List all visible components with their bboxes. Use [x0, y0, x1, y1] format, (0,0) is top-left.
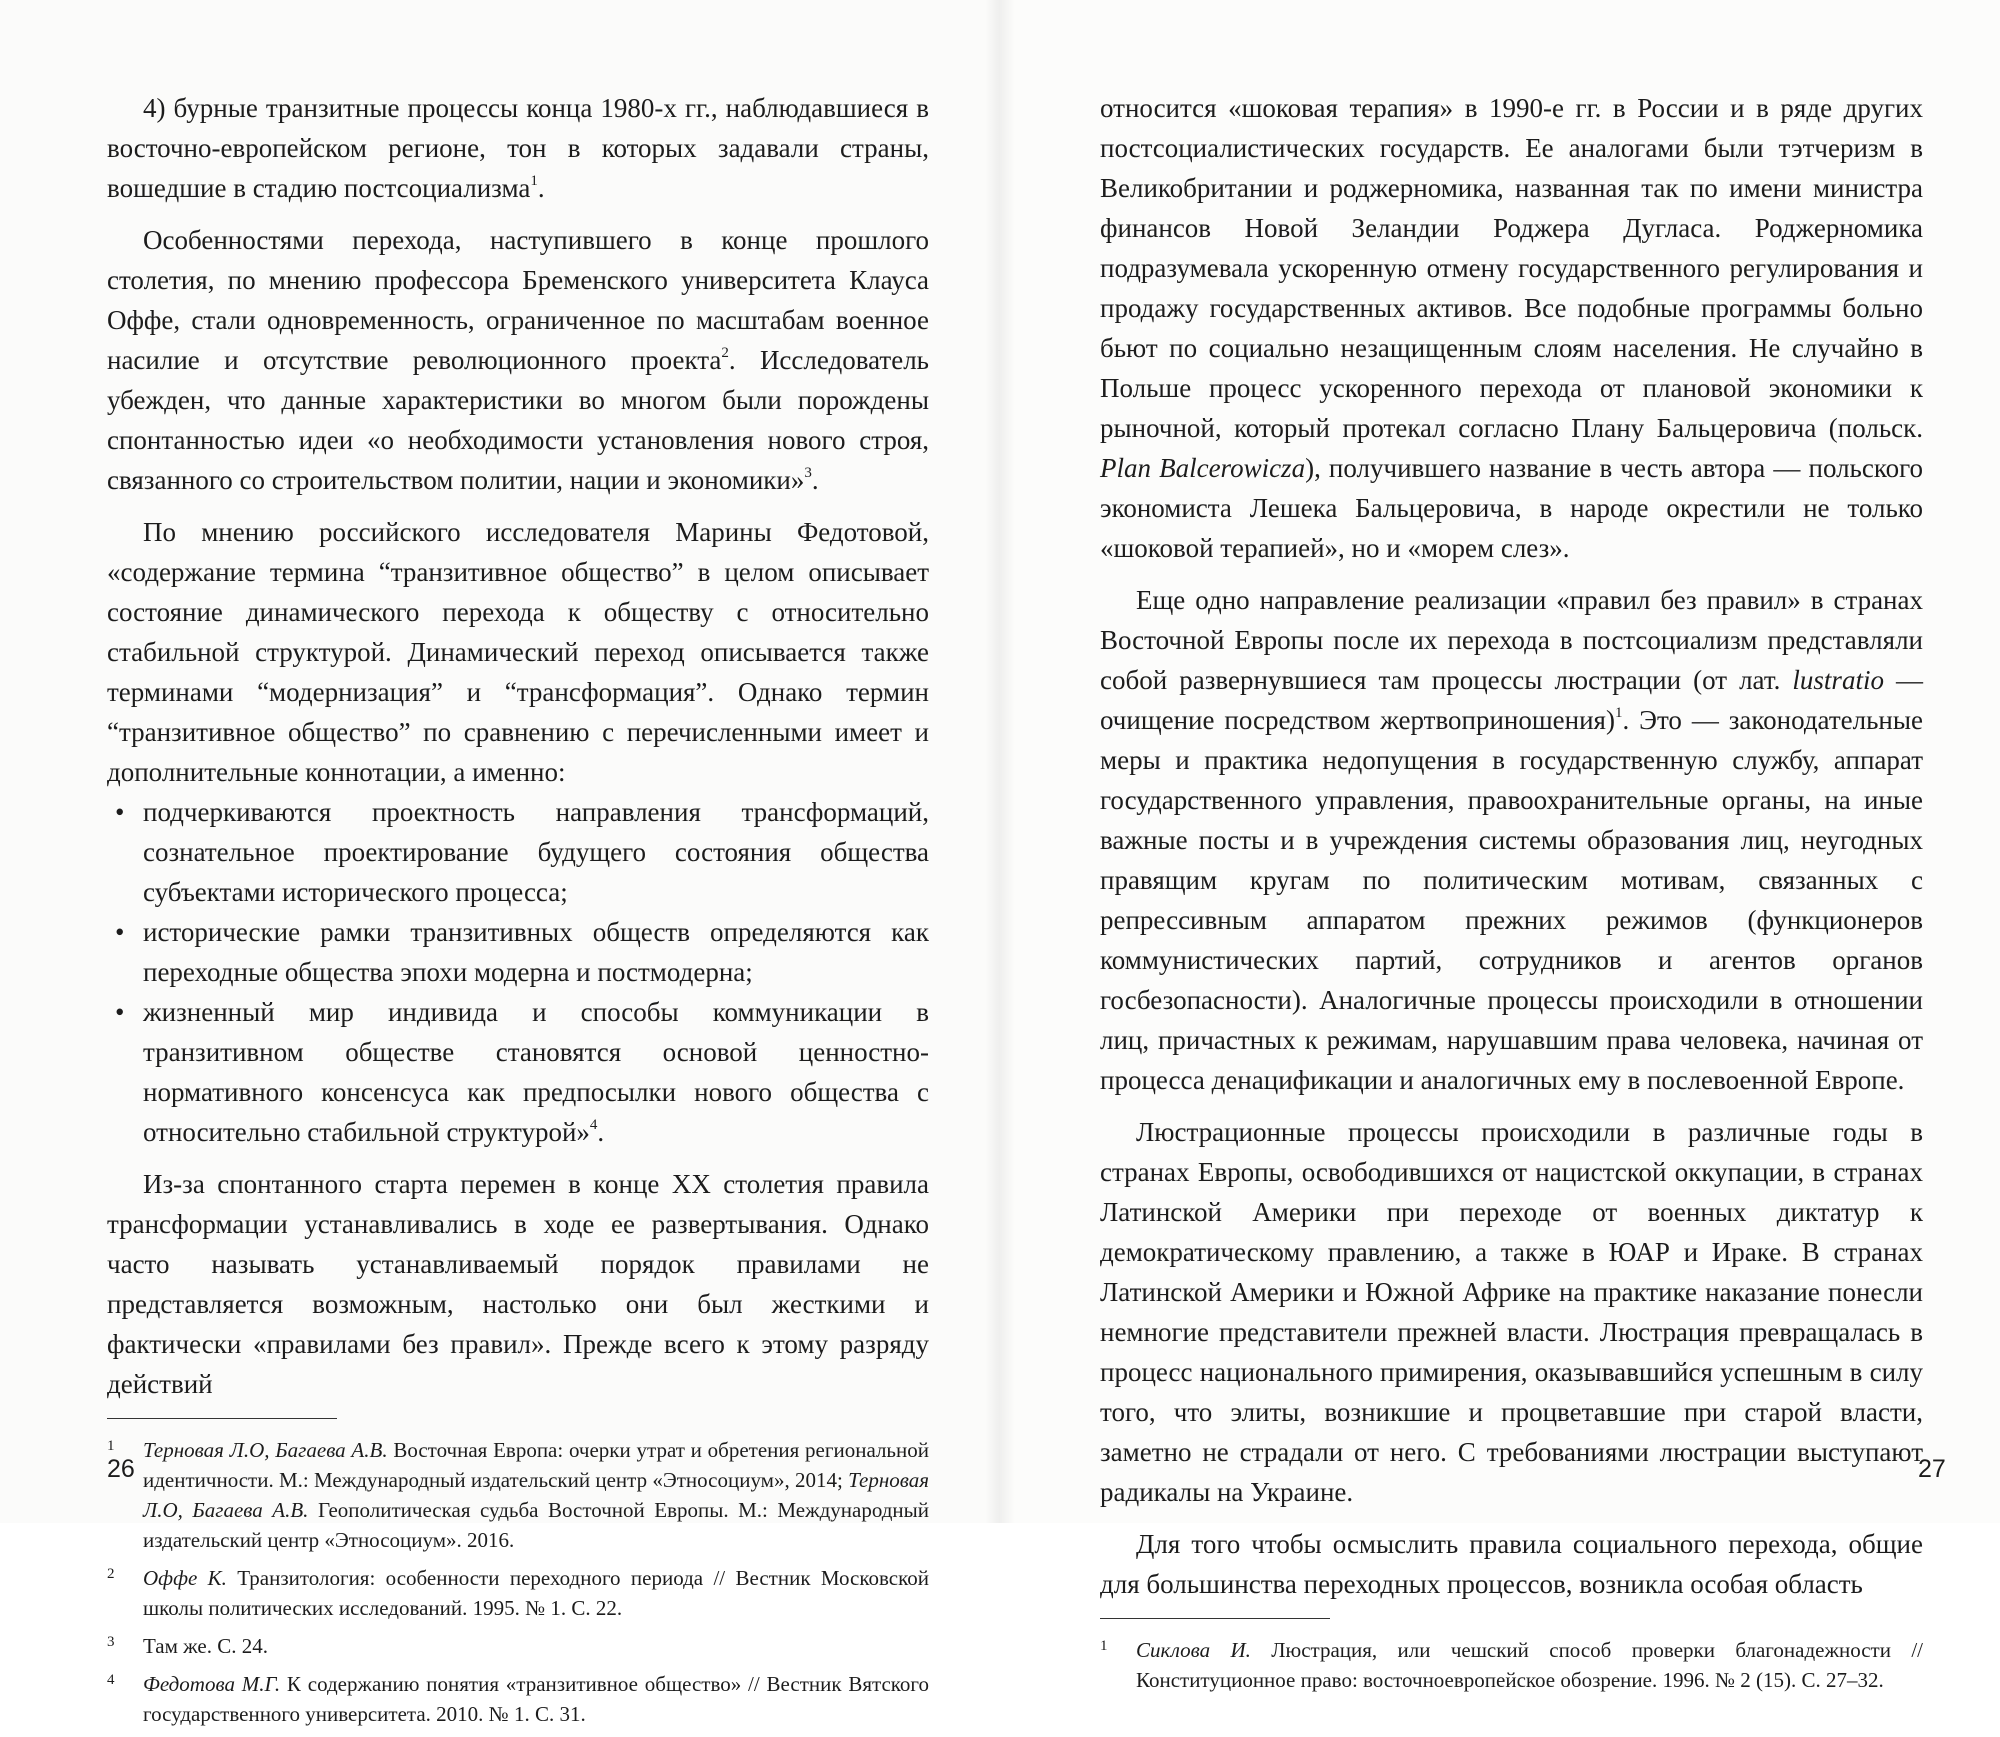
right-page	[1000, 0, 2000, 1692]
footnote: 1 Сиклова И. Люстрация, или чешский способ проверки благонадежности // Конституционное право: восточноевропейское обозрение. 1996. № 2 (15). С. 27–32.	[1100, 1635, 1923, 1695]
paragraph: Для того чтобы осмыслить правила социального перехода, общие для большинства переходных процессов, возникла особая область	[1100, 1529, 1923, 1599]
footnote: 2 Оффе К. Транзитология: особенности переходного периода // Вестник Московской школы политических исследований. 1995. № 1. С. 22.	[107, 1563, 929, 1623]
footnote-number: 2	[107, 1566, 115, 1582]
left-footnotes	[107, 1435, 929, 1729]
footnote-number: 4	[107, 1672, 115, 1688]
left-body-text	[107, 88, 929, 1404]
footnote-ref: 1	[1614, 705, 1623, 721]
paragraph: 4) бурные транзитные процессы конца 1980-х гг., наблюдавшиеся в восточно-европейском регионе, тон в которых задавали страны, вошедшие в стадию постсоциализма$^1$.	[107, 93, 929, 203]
footnote: 1 Терновая Л.О, Багаева А.В. Восточная Европа: очерки утрат и обретения региональной идентичности. М.: Международный издательский центр «Этносоциум», 2014; Терновая Л.О, Багаева А.В. Геополитическая судьба Восточной Европы. М.: Международный издательский центр «Этносоциум». 2016.	[107, 1435, 929, 1555]
page-number: 27	[1918, 1455, 1946, 1483]
footnote: 4 Федотова М.Г. К содержанию понятия «транзитивное общество» // Вестник Вятского государственного университета. 2010. № 1. С. 31.	[107, 1669, 929, 1729]
paragraph: относится «шоковая терапия» в 1990-е гг. в России и в ряде других постсоциалистических государств. Ее аналогами были тэтчеризм в Великобритании и роджерномика, названная так по имени министра финансов Новой Зеландии Роджера Дугласа. Роджерномика подразумевала ускоренную отмену государственного регулирования и продажу государственных активов. Все подобные программы больно бьют по социально незащищенным слоям населения. Не случайно в Польше процесс ускоренного перехода от плановой экономики к рыночной, который протекал согласно Плану Бальцеровича (польск. Plan Balcerowicza), получившего название в честь автора — польского экономиста Лешека Бальцеровича, в народе окрестили не только «шоковой терапией», но и «морем слез».	[1100, 93, 1924, 563]
footnote-ref: 1	[530, 173, 538, 189]
footnote-divider	[1100, 1618, 1330, 1619]
footnote-number: 3	[107, 1634, 115, 1650]
list-item: • подчеркиваются проектность направления трансформаций, сознательное проектирование будущего состояния общества субъектами исторического процесса;	[107, 792, 929, 912]
paragraph: Еще одно направление реализации «правил без правил» в странах Восточной Европы после их перехода в постсоциализм представляли собой развернувшиеся там процессы люстрации (от лат. lustratio — очищение посредством жертвоприношения)$^1$. Это — законодательные меры и практика недопущения в государственную службу, аппарат государственного управления, правоохранительные органы, на иные важные посты и в учреждения системы образования лиц, неугодных правящим кругам по политическим мотивам, связанных с репрессивным аппаратом прежних режимов (функционеров коммунистических партий, сотрудников и агентов органов госбезопасности). Аналогичные процессы происходили в отношении лиц, причастных к режимам, нарушавшим права человека, начиная от процесса денацификации и аналогичных ему в послевоенной Европе.	[1100, 585, 1924, 1095]
book-gutter	[985, 0, 1015, 1523]
left-page	[0, 0, 1000, 1726]
page-number: 26	[107, 1455, 135, 1483]
footnote-number: 1	[107, 1438, 115, 1454]
footnote-number: 1	[1100, 1638, 1108, 1654]
paragraph: Люстрационные процессы происходили в различные годы в странах Европы, освободившихся от нацистской оккупации, в странах Латинской Америки при переходе от военных диктатур к демократическому правлению, а также в ЮАР и Ираке. В странах Латинской Америки и Южной Африке на практике наказание понесли немногие представители прежней власти. Люстрация превращалась в процесс национального примирения, оказывавшийся успешным в силу того, что элиты, возникшие и процветавшие при старой власти, заметно не страдали от него. С требованиями люстрации выступают радикалы на Украине.	[1100, 1117, 1923, 1507]
right-body-text	[1100, 88, 1923, 1604]
bullet-list	[107, 792, 929, 1152]
list-item: • исторические рамки транзитивных обществ определяются как переходные общества эпохи модерна и постмодерна;	[107, 912, 929, 992]
footnote-ref: 4	[589, 1117, 598, 1133]
footnote-ref: 3	[804, 465, 812, 481]
list-item: • жизненный мир индивида и способы коммуникации в транзитивном обществе становятся основой ценностно-нормативного консенсуса как предпосылки нового общества с относительно стабильной структурой»$^4$.	[107, 992, 929, 1152]
footnote: 3 Там же. С. 24.	[107, 1631, 929, 1661]
right-footnotes	[1100, 1635, 1923, 1695]
paragraph: Особенностями перехода, наступившего в конце прошлого столетия, по мнению профессора Бременского университета Клауса Оффе, стали одновременность, ограниченное по масштабам военное насилие и отсутствие революционного проекта$^2$. Исследователь убежден, что данные характеристики во многом были порождены спонтанностью идеи «о необходимости установления нового строя, связанного со строительством политии, нации и экономики»$^3$.	[107, 225, 929, 495]
footnote-divider	[107, 1418, 337, 1419]
right-column	[1100, 88, 1923, 1703]
paragraph: Из-за спонтанного старта перемен в конце XX столетия правила трансформации устанавливались в ходе ее развертывания. Однако часто называть устанавливаемый порядок правилами не представляется возможным, настолько они был жесткими и фактически «правилами без правил». Прежде всего к этому разряду действий	[107, 1169, 929, 1399]
left-column	[107, 88, 929, 1737]
paragraph: По мнению российского исследователя Марины Федотовой, «содержание термина “транзитивное общество” в целом описывает состояние динамического перехода к обществу с относительно стабильной структурой. Динамический переход описывается также терминами “модернизация” и “трансформация”. Однако термин “транзитивное общество” по сравнению с перечисленными имеет и дополнительные коннотации, а именно:	[107, 517, 929, 787]
footnote-ref: 2	[721, 345, 729, 361]
